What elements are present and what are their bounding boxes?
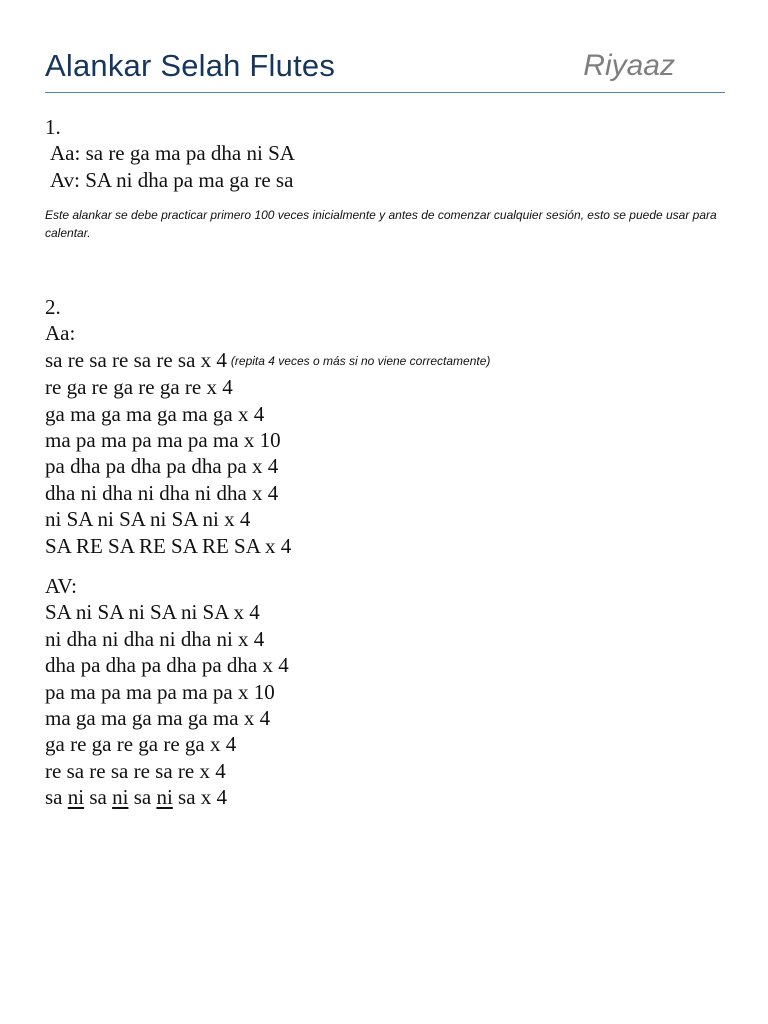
note-syllable: sa <box>133 785 152 810</box>
section-2-aa-line: SA RE SA RE SA RE SA x 4 <box>45 533 292 558</box>
section-2-aa-line <box>45 347 490 374</box>
section-2-number: 2. <box>45 295 61 319</box>
section-2-aa-line-text: sa re sa re sa re sa x 4 <box>45 347 227 372</box>
document-subtitle: Riyaaz <box>583 49 675 82</box>
section-1 <box>45 114 295 193</box>
section-2-aa-line: dha ni dha ni dha ni dha x 4 <box>45 480 279 505</box>
section-2-av-line: ma ga ma ga ma ga ma x 4 <box>45 706 271 731</box>
section-2-aa-line: ni SA ni SA ni SA ni x 4 <box>45 507 251 532</box>
note-syllable: sa <box>89 785 107 810</box>
section-2-aa-line: re ga re ga re ga re x 4 <box>45 375 233 400</box>
document-title: Alankar Selah Flutes <box>45 48 336 83</box>
section-2-aa-line: pa dha pa dha pa dha pa x 4 <box>45 454 279 479</box>
section-2-av-line: ga re ga re ga re ga x 4 <box>45 732 237 757</box>
section-2-aa <box>45 294 490 559</box>
section-2-aa-label: Aa: <box>45 321 76 346</box>
section-2-aa-line: ma pa ma pa ma pa ma x 10 <box>45 428 281 453</box>
section-2-av <box>45 573 289 811</box>
section-2-av-line: ni dha ni dha ni dha ni x 4 <box>45 626 265 651</box>
section-1-av-line: Av: SA ni dha pa ma ga re sa <box>50 167 294 192</box>
section-2-av-line: SA ni SA ni SA ni SA x 4 <box>45 600 260 625</box>
lower-octave-note: ni <box>67 785 85 810</box>
repeat-note: (repita 4 veces o más si no viene correctamente) <box>230 353 491 368</box>
section-1-aa-line: Aa: sa re ga ma pa dha ni SA <box>50 141 295 166</box>
note-syllable: sa x 4 <box>178 785 228 810</box>
section-2-av-label: AV: <box>45 574 77 598</box>
section-1-number: 1. <box>45 115 61 139</box>
lower-octave-note: ni <box>112 785 129 810</box>
section-2-av-line: dha pa dha pa dha pa dha x 4 <box>45 653 289 678</box>
document-header <box>45 46 725 93</box>
lower-octave-note: ni <box>156 785 173 810</box>
section-2-av-last-line <box>45 784 289 810</box>
note-syllable: sa <box>45 785 63 810</box>
section-2-av-line: pa ma pa ma pa ma pa x 10 <box>45 679 275 704</box>
section-1-note: Este alankar se debe practicar primero 100 veces inicialmente y antes de comenzar cualquier sesión, esto se puede usar para calentar. <box>45 208 717 240</box>
section-2-av-line: re sa re sa re sa re x 4 <box>45 758 226 783</box>
section-2-aa-line: ga ma ga ma ga ma ga x 4 <box>45 401 265 426</box>
